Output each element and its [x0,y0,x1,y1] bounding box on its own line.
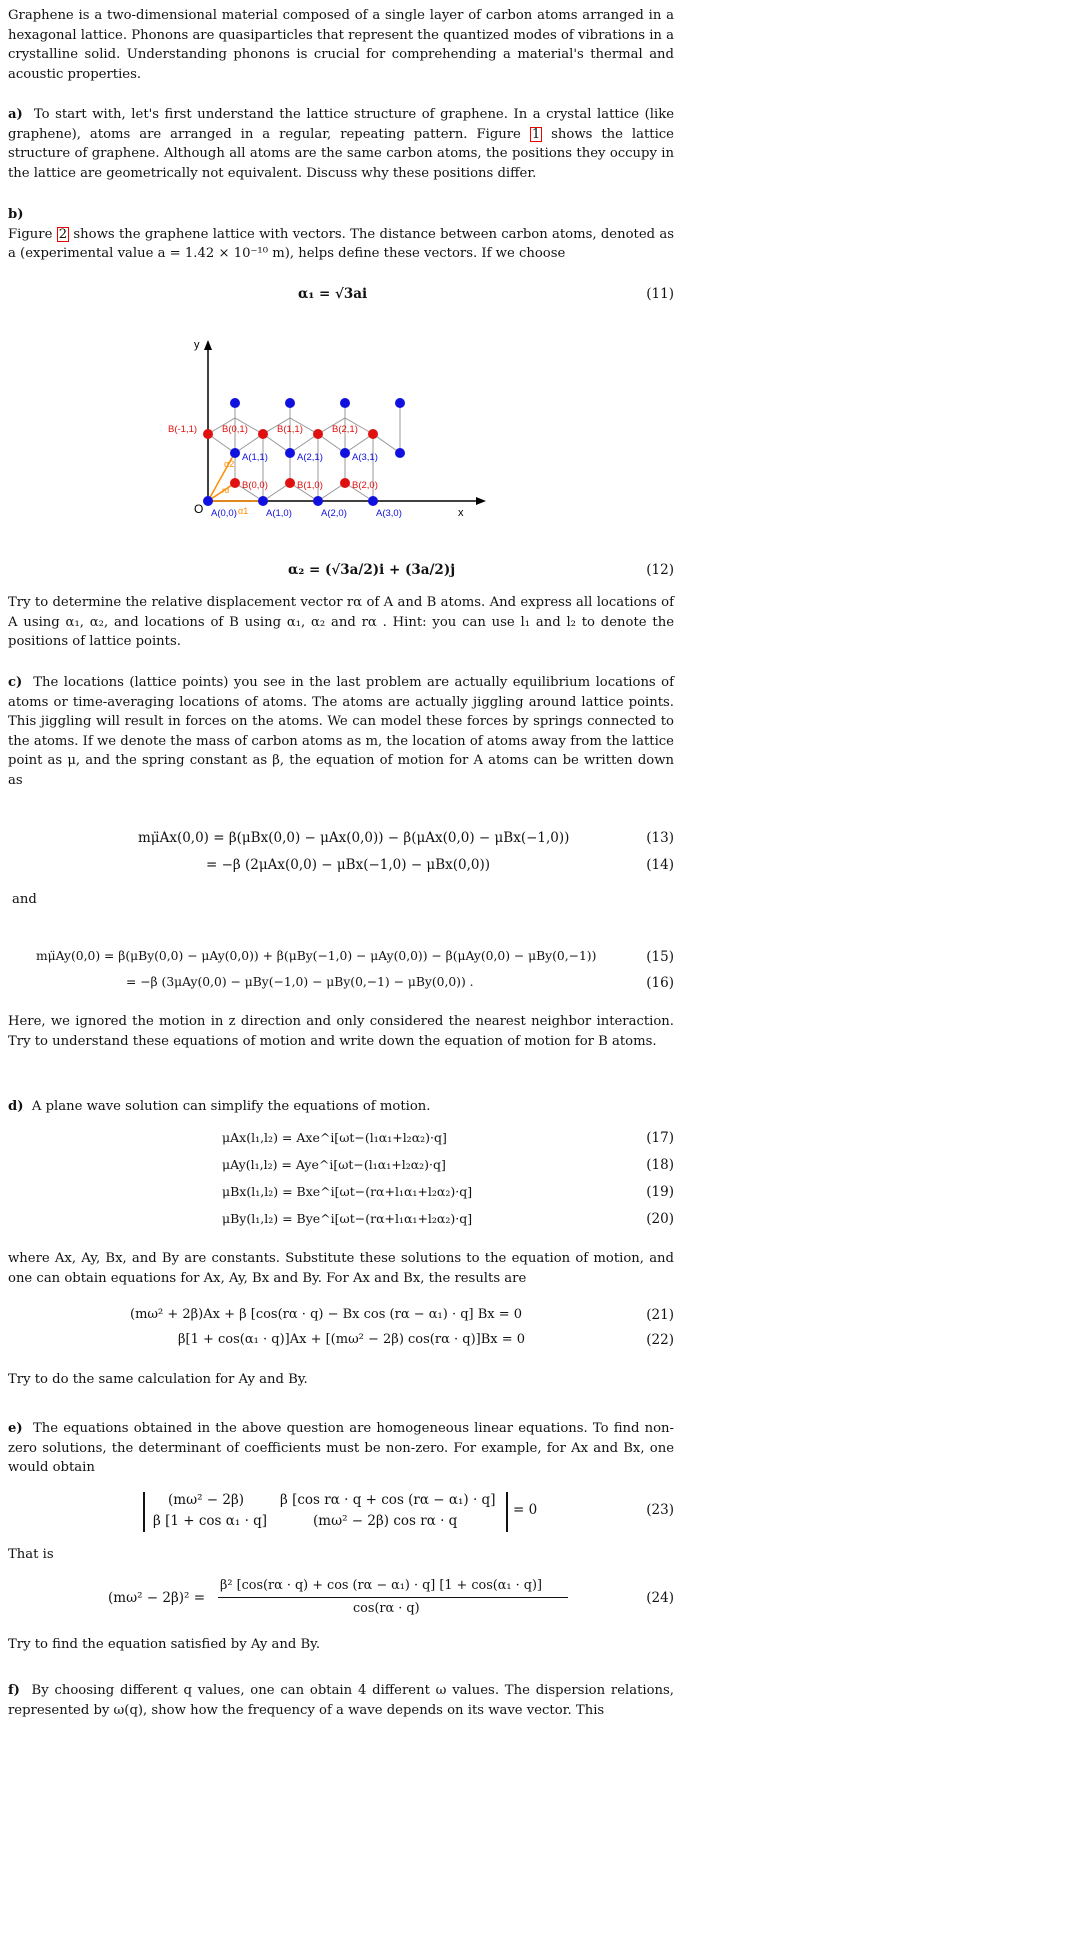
equation-17-number: (17) [646,1130,674,1146]
equation-21: (mω² + 2β)Ax + β [cos(rα · q) − Bx cos (rα − α₁) · q] Bx = 0 [130,1307,523,1322]
part-b: b) Figure 2 shows the graphene lattice with vectors. The distance between carbon atoms, denoted as a (experimental value a = 1.42 × 10⁻¹⁰ m), helps define these vectors. If we choose [8,207,674,261]
determinant-left-bar [143,1492,145,1532]
part-d-label: d) [8,1099,24,1114]
part-a-label: a) [8,107,23,122]
part-e: e) The equations obtained in the above question are homogeneous linear equations. To find non-zero solutions, the determinant of coefficients must be non-zero. For example, for Ax and Bx, one would obtain [8,1421,675,1475]
label-a00: A(0,0) [211,508,237,519]
matrix-m21: β [1 + cos α₁ · q] [153,1513,268,1529]
label-b20: B(2,0) [352,480,378,491]
equation-12-number: (12) [646,562,674,578]
figure-1-link[interactable]: 1 [531,126,541,142]
part-e-task: Try to find the equation satisfied by Ay and By. [8,1637,321,1652]
equation-22: β[1 + cos(α₁ · q)]Ax + [(mω² − 2β) cos(rα · q)]Bx = 0 [178,1332,526,1347]
equation-20-number: (20) [646,1211,674,1227]
label-b11: B(1,1) [277,424,303,435]
equation-11: α₁ = √3ai [298,286,368,302]
figure-2-link[interactable]: 2 [58,226,68,242]
label-a31: A(3,1) [352,452,378,463]
part-f-label: f) [8,1683,20,1698]
label-b21: B(2,1) [332,424,358,435]
label-a11: A(1,1) [242,452,268,463]
matrix-m11: (mω² − 2β) [168,1492,245,1508]
equation-14-number: (14) [646,857,674,873]
equation-13: mμ̈Ax(0,0) = β(μBx(0,0) − μAx(0,0)) − β(μAx(0,0) − μBx(−1,0)) [138,830,570,846]
matrix-m22: (mω² − 2β) cos rα · q [313,1513,458,1529]
equation-22-number: (22) [646,1332,674,1348]
part-a: a) To start with, let's first understand the lattice structure of graphene. In a crystal lattice (like graphene), atoms are arranged in a regular, repeating pattern. Figure 1 shows the lattice structure of graphene. Although all atoms are the same carbon atoms, the positions they occupy in the lattice are geometrically not equivalent. Discuss why these positions differ. [8,107,674,181]
equation-17: μAx(l₁,l₂) = Axe^i[ωt−(l₁α₁+l₂α₂)·q] [222,1130,447,1145]
label-a21: A(2,1) [297,452,323,463]
equation-14: = −β (2μAx(0,0) − μBx(−1,0) − μBx(0,0)) [206,857,490,873]
equation-15: mμ̈Ay(0,0) = β(μBy(0,0) − μAy(0,0)) + β(μBy(−1,0) − μAy(0,0)) − β(μAy(0,0) − μBy(0,−1)) [36,949,597,963]
equation-20: μBy(l₁,l₂) = Bye^i[ωt−(rα+l₁α₁+l₂α₂)·q] [222,1211,473,1226]
determinant-rhs: = 0 [513,1502,538,1518]
part-c: c) The locations (lattice points) you see in the last problem are actually equilibrium locations of atoms or time-averaging locations of atoms. The atoms are actually jiggling around lattice points. This jiggling will result in forces on the atoms. We can model these forces by springs connected to the atoms. If we denote the mass of carbon atoms as m, the location of atoms away from the lattice point as μ, and the spring constant as β, the equation of motion for A atoms can be written down as [8,675,674,788]
equation-18: μAy(l₁,l₂) = Aye^i[ωt−(l₁α₁+l₂α₂)·q] [222,1157,446,1172]
equation-24-denominator: cos(rα · q) [353,1601,420,1616]
vector-r-label: rα [222,486,230,495]
label-b10: B(1,0) [297,480,323,491]
equation-16-number: (16) [646,975,674,991]
equation-13-number: (13) [646,830,674,846]
part-b-instructions: Try to determine the relative displacement vector rα of A and B atoms. And express all locations of A using α₁, α₂, and locations of B using α₁, α₂ and rα . Hint: you can use l₁ and l₂ to denote the positions of lattice points. [8,595,674,649]
origin-label: O [194,502,204,516]
equation-15-number: (15) [646,949,674,965]
part-f: f) By choosing different q values, one can obtain 4 different ω values. The dispersion relations, represented by ω(q), show how the frequency of a wave depends on its wave vector. This [8,1683,674,1718]
label-a20: A(2,0) [321,508,347,519]
x-axis-label: x [458,507,464,519]
label-b01: B(0,1) [222,424,248,435]
part-d-task: Try to do the same calculation for Ay and By. [8,1372,308,1387]
vector-alpha2-label: α2 [224,459,235,469]
equation-18-number: (18) [646,1157,674,1173]
part-d: d) A plane wave solution can simplify the equations of motion. [8,1099,431,1114]
equation-19-number: (19) [646,1184,674,1200]
label-b00: B(0,0) [242,480,268,491]
equation-24-number: (24) [646,1590,674,1606]
y-axis-arrow [204,340,212,350]
fraction-bar [218,1597,568,1598]
that-is-line: That is [8,1547,54,1562]
equation-12: α₂ = (√3a/2)i + (3a/2)j [288,562,456,578]
matrix-m12: β [cos rα · q + cos (rα − α₁) · q] [280,1492,496,1508]
label-a10: A(1,0) [266,508,292,519]
x-axis-arrow [476,497,486,505]
equation-11-number: (11) [646,286,674,302]
label-b-11: B(-1,1) [168,424,198,435]
and-word: and [12,892,37,907]
part-b-label: b) [8,207,24,222]
part-c-label: c) [8,675,23,690]
equation-24-lhs: (mω² − 2β)² = [108,1590,206,1606]
equation-23-number: (23) [646,1502,674,1518]
intro-paragraph: Graphene is a two-dimensional material composed of a single layer of carbon atoms arranged in a hexagonal lattice. Phonons are quasiparticles that represent the quantized modes of vibrations in a crystalline solid. Understanding phonons is crucial for comprehending a material's thermal and acoustic properties. [8,8,674,82]
equation-21-number: (21) [646,1307,674,1323]
equation-16: = −β (3μAy(0,0) − μBy(−1,0) − μBy(0,−1) − μBy(0,0)) . [126,975,474,989]
vector-alpha1-label: α1 [238,506,249,516]
equation-24-numerator: β² [cos(rα · q) + cos (rα − α₁) · q] [1 + cos(α₁ · q)] [220,1578,542,1593]
graphene-lattice-figure [168,338,538,523]
label-a30: A(3,0) [376,508,402,519]
part-d-explanation: where Ax, Ay, Bx, and By are constants. Substitute these solutions to the equation of motion, and one can obtain equations for Ax, Ay, Bx and By. For Ax and Bx, the results are [8,1251,674,1286]
determinant-right-bar [506,1492,508,1532]
part-c-instructions: Here, we ignored the motion in z direction and only considered the nearest neighbor interaction. Try to understand these equations of motion and write down the equation of motion for B atoms. [8,1014,674,1049]
part-e-label: e) [8,1421,23,1436]
equation-19: μBx(l₁,l₂) = Bxe^i[ωt−(rα+l₁α₁+l₂α₂)·q] [222,1184,473,1199]
y-axis-label: y [194,339,200,351]
